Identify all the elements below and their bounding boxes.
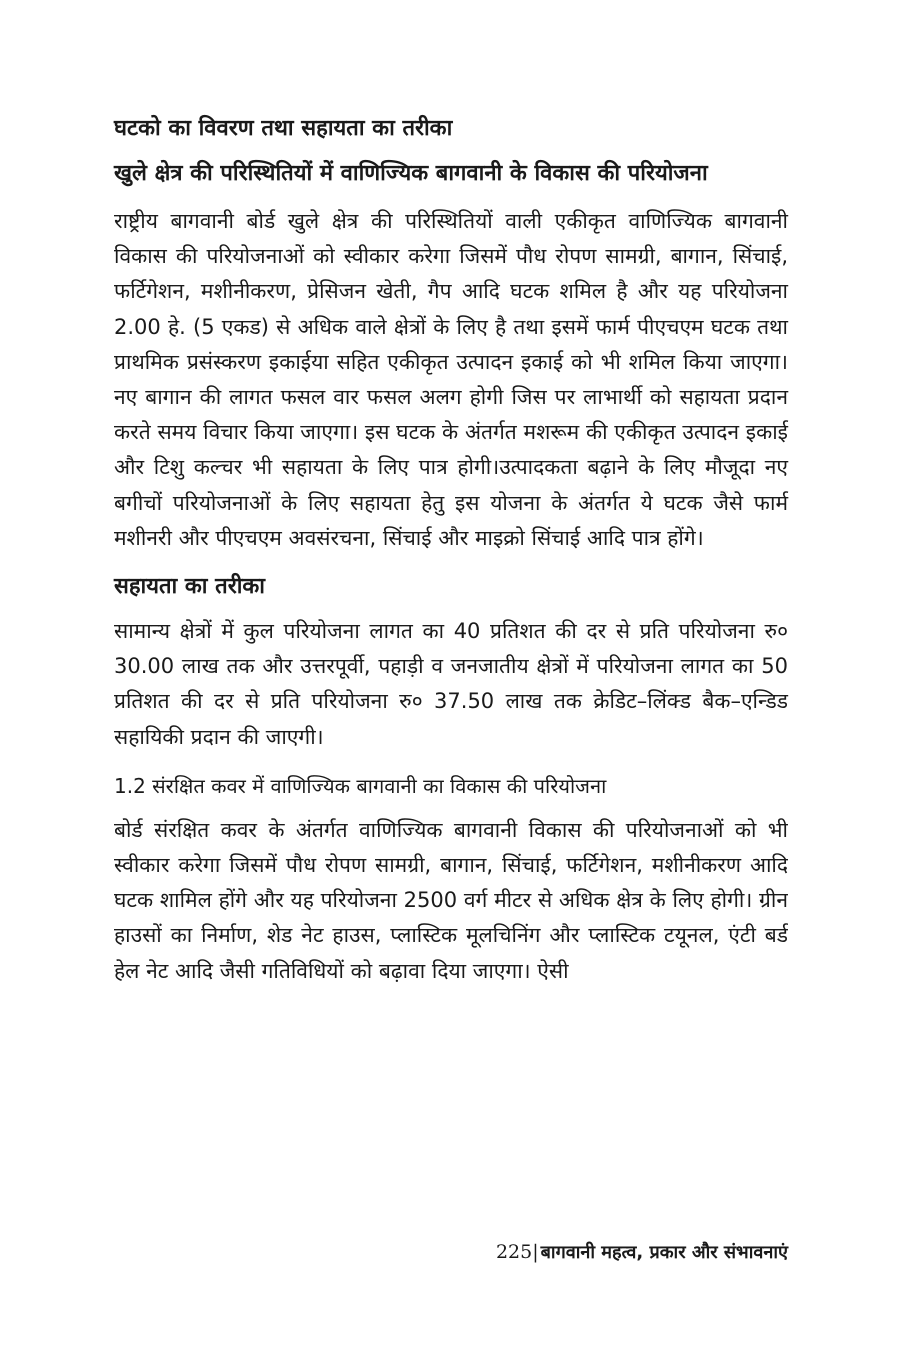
section-heading: घटको का विवरण तथा सहायता का तरीका: [114, 116, 453, 141]
paragraph-assistance: सामान्य क्षेत्रों में कुल परियोजना लागत का 40 प्रतिशत की दर से प्रति परियोजना रु० 30.00 लाख तक और उत्तरपूर्वी, पहाड़ी व जनजातीय क्षेत्रों में परियोजना लागत का 50 प्रतिशत की दर से प्रति परियोजना रु० 37.50 लाख तक क्रेडिट–लिंक्ड बैक–एन्डिड सहायिकी प्रदान की जाएगी।: [114, 619, 788, 749]
assistance-heading: सहायता का तरीका: [114, 574, 265, 600]
subsection-heading: खुले क्षेत्र की परिस्थितियों में वाणिज्यिक बागवानी के विकास की परियोजना: [114, 161, 708, 186]
page-number: 225|: [495, 1241, 539, 1263]
page-content: [114, 112, 788, 1039]
subsection-1-2-heading: 1.2 संरक्षित कवर में वाणिज्यिक बागवानी का विकास की परियोजना: [114, 773, 607, 798]
book-title: बागवानी महत्व, प्रकार और संभावनाएं: [540, 1242, 788, 1263]
paragraph-open-field-project: राष्ट्रीय बागवानी बोर्ड खुले क्षेत्र की परिस्थितियों वाली एकीकृत वाणिज्यिक बागवानी विकास की परियोजनाओं को स्वीकार करेगा जिसमें पौध रोपण सामग्री, बागान, सिंचाई, फर्टिगेशन, मशीनीकरण, प्रेसिजन खेती, गैप आदि घटक शमिल है और यह परियोजना 2.00 हे. (5 एकड) से अधिक वाले क्षेत्रों के लिए है तथा इसमें फार्म पीएचएम घटक तथा प्राथमिक प्रसंस्करण इकाईया सहित एकीकृत उत्पादन इकाई को भी शमिल किया जाएगा। नए बागान की लागत फसल वार फसल अलग होगी जिस पर लाभार्थी को सहायता प्रदान करते समय विचार किया जाएगा। इस घटक के अंतर्गत मशरूम की एकीकृत उत्पादन इकाई और टिशु कल्चर भी सहायता के लिए पात्र होगी।उत्पादकता बढ़ाने के लिए मौजूदा नए बगीचों परियोजनाओं के लिए सहायता हेतु इस योजना के अंतर्गत ये घटक जैसे फार्म मशीनरी और पीएचएम अवसंरचना, सिंचाई और माइक्रो सिंचाई आदि पात्र होंगे।: [114, 209, 788, 550]
page-footer: [496, 1240, 788, 1264]
paragraph-protected-cover: बोर्ड संरक्षित कवर के अंतर्गत वाणिज्यिक बागवानी विकास की परियोजनाओं को भी स्वीकार करेगा जिसमें पौध रोपण सामग्री, बागान, सिंचाई, फर्टिगेशन, मशीनीकरण आदि घटक शामिल होंगे और यह परियोजना 2500 वर्ग मीटर से अधिक क्षेत्र के लिए होगी। ग्रीन हाउसों का निर्माण, शेड नेट हाउस, प्लास्टिक मूलचिनिंग और प्लास्टिक टयूनल, एंटी बर्ड हेल नेट आदि जैसी गतिविधियों को बढ़ावा दिया जाएगा। ऐसी: [114, 817, 788, 983]
